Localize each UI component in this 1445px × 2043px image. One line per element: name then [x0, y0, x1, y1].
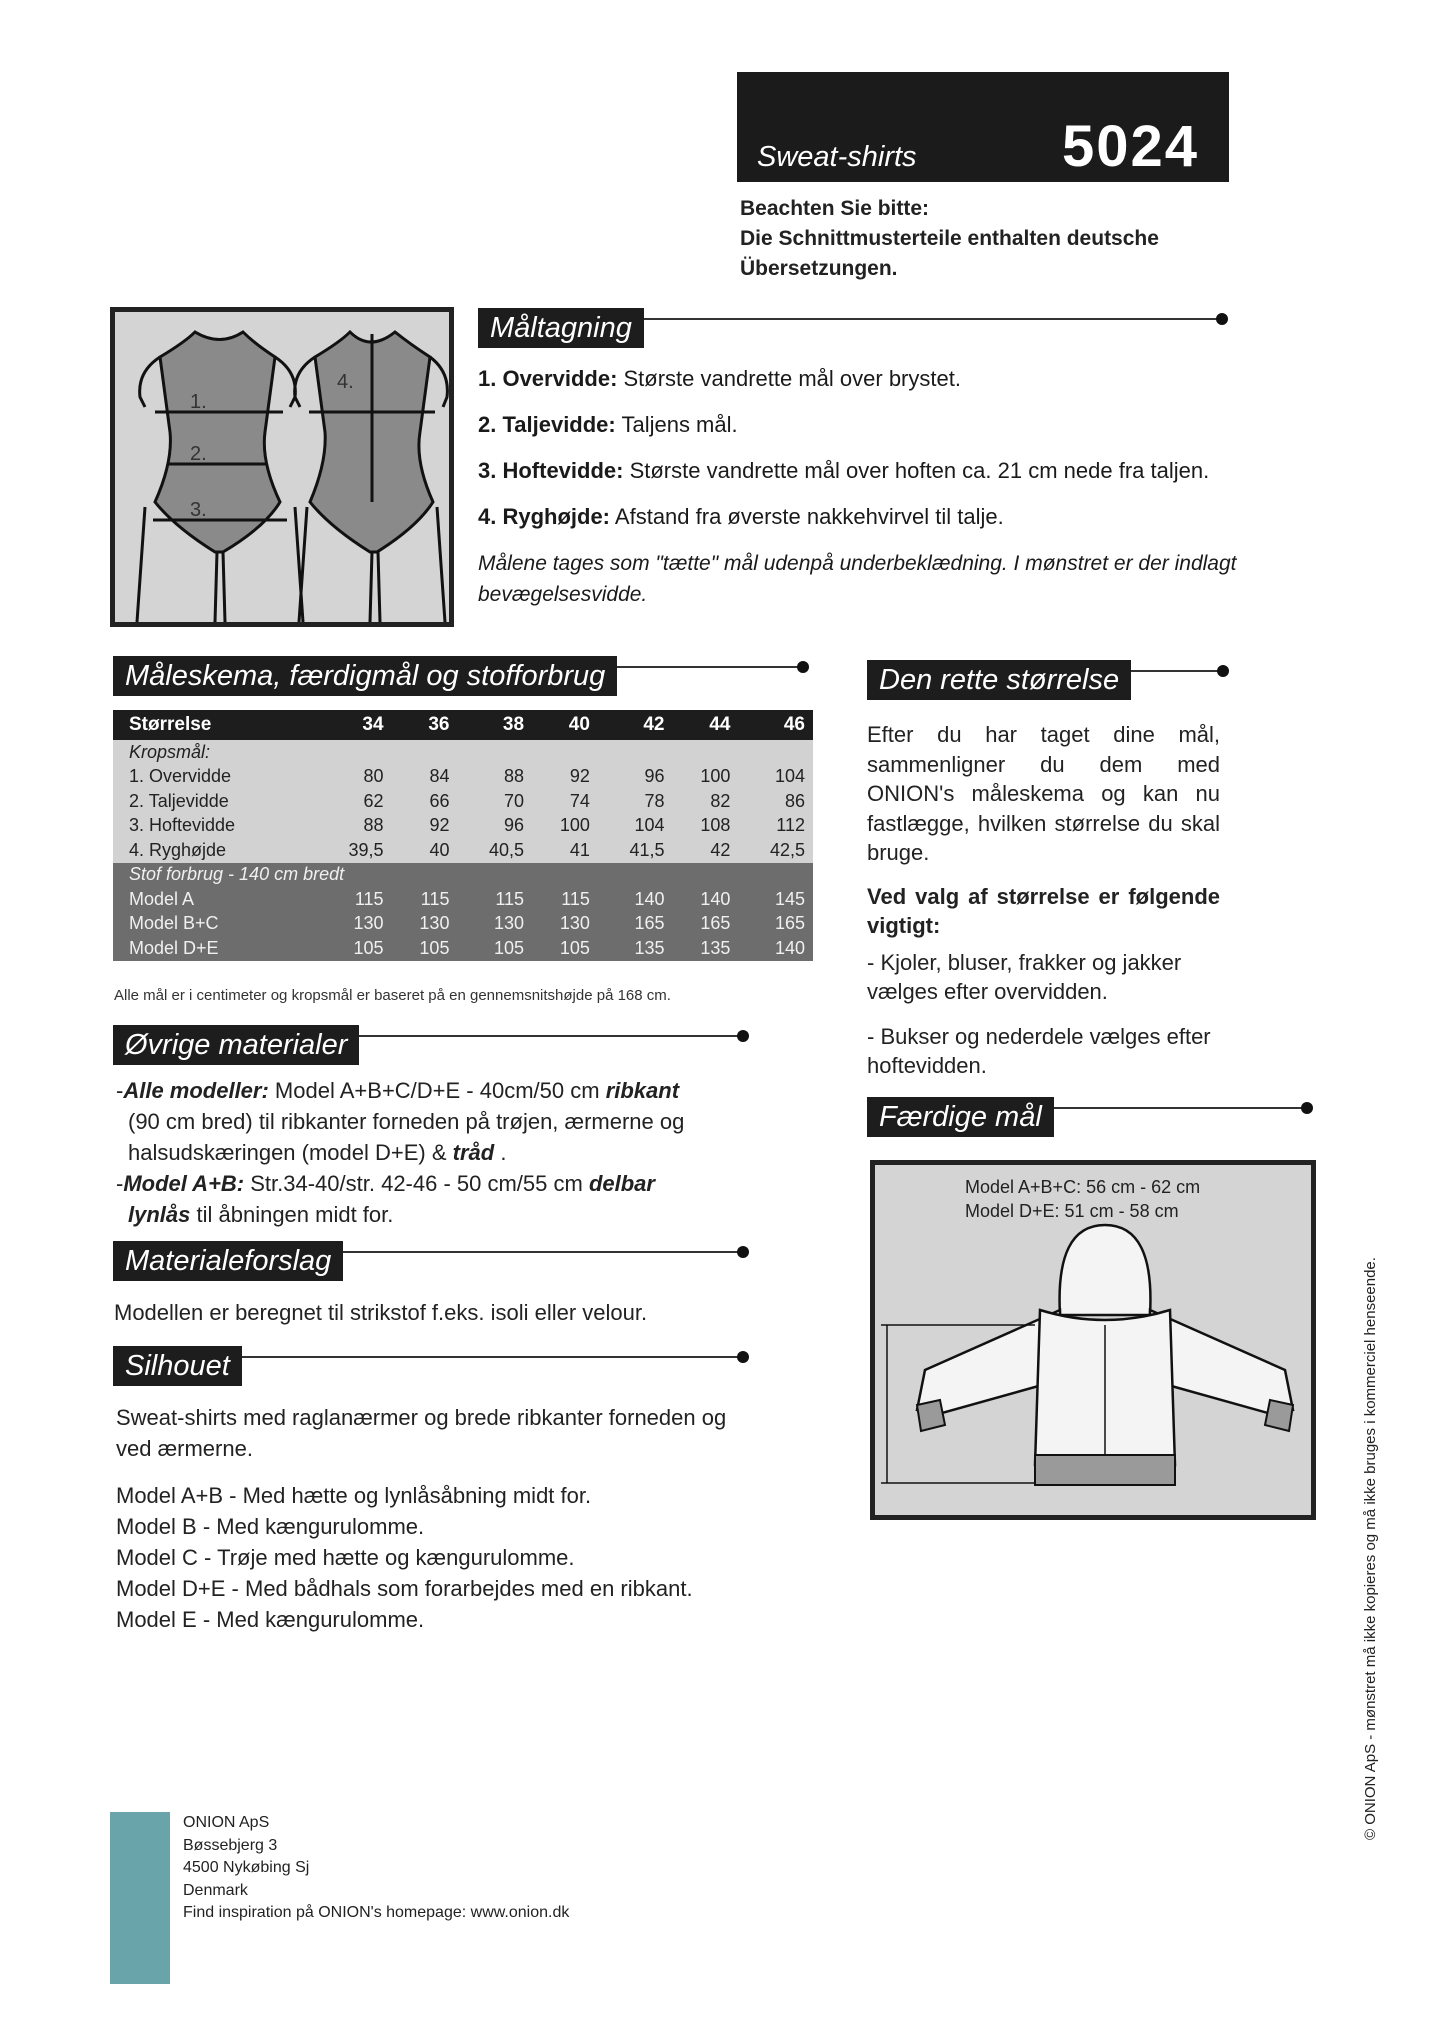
table-cell: 66 — [392, 789, 458, 814]
address-line: Denmark — [183, 1881, 248, 1899]
measure-term: 4. Ryghøjde: — [478, 504, 611, 529]
measure-item-3 — [478, 458, 1209, 484]
measure-item-1 — [478, 366, 961, 392]
table-cell: 2. Taljevidde — [113, 789, 317, 814]
address-line: Bøssebjerg 3 — [183, 1836, 278, 1854]
heading-label: Materialeforslag — [113, 1241, 343, 1281]
emphasis: Alle modeller: — [123, 1078, 269, 1103]
material-suggestion-text: Modellen er beregnet til strikstof f.eks. isoli eller velour. — [114, 1300, 648, 1325]
table-cell: 92 — [532, 765, 598, 790]
table-cell: 135 — [598, 936, 673, 961]
table-cell: 105 — [317, 936, 392, 961]
table-cell: 130 — [392, 912, 458, 937]
table-cell: 104 — [738, 765, 813, 790]
table-cell: 140 — [738, 936, 813, 961]
notice-line: Beachten Sie bitte: — [740, 197, 930, 220]
brand-color-bar — [110, 1812, 170, 1984]
pattern-header — [737, 72, 1229, 182]
bullet-dash: - — [116, 1078, 124, 1103]
table-cell: 74 — [532, 789, 598, 814]
table-cell: 36 — [392, 710, 458, 740]
materials-line-1 — [116, 1075, 679, 1106]
text: Str.34-40/str. 42-46 - 50 cm/55 cm — [244, 1171, 589, 1196]
table-cell: 41 — [532, 838, 598, 863]
rule-dot — [797, 661, 809, 673]
table-cell: 135 — [673, 936, 739, 961]
heading-rule — [617, 666, 803, 668]
table-cell: 44 — [673, 710, 739, 740]
body-measurement-figure — [110, 307, 454, 627]
model-item: Model B - Med kængurulomme. — [116, 1514, 425, 1539]
table-cell: 62 — [317, 789, 392, 814]
table-cell: 145 — [738, 887, 813, 912]
section-heading-ovrige — [113, 1025, 743, 1065]
table-cell: 108 — [673, 814, 739, 839]
measure-text: Taljens mål. — [615, 412, 738, 437]
measure-text: Største vandrette mål over brystet. — [617, 366, 961, 391]
heading-label: Den rette størrelse — [867, 660, 1131, 700]
measure-term: 1. Overvidde: — [478, 366, 618, 391]
materials-line-5 — [128, 1199, 393, 1230]
table-cell: 112 — [738, 814, 813, 839]
table-cell: 165 — [598, 912, 673, 937]
model-item: Model C - Trøje med hætte og kængurulomme. — [116, 1545, 575, 1570]
bullet-dash: - — [116, 1171, 124, 1196]
measure-label-1: 1. — [190, 391, 207, 413]
finished-measure-2: Model D+E: 51 cm - 58 cm — [965, 1201, 1179, 1221]
rule-dot — [1301, 1102, 1313, 1114]
table-cell: 40,5 — [457, 838, 532, 863]
table-cell: 42 — [598, 710, 673, 740]
section-heading-silhouet — [113, 1346, 743, 1386]
heading-rule — [644, 318, 1222, 320]
table-cell: 1. Overvidde — [113, 765, 317, 790]
table-cell: 40 — [392, 838, 458, 863]
table-cell: 100 — [673, 765, 739, 790]
table-cell: 115 — [532, 887, 598, 912]
emphasis: ribkant — [605, 1078, 680, 1103]
finished-measurements-figure — [870, 1160, 1316, 1520]
table-row — [113, 912, 813, 937]
table-cell: 70 — [457, 789, 532, 814]
table-cell: 115 — [317, 887, 392, 912]
table-cell: 39,5 — [317, 838, 392, 863]
materials-line-2: (90 cm bred) til ribkanter forneden på trøjen, ærmerne og — [128, 1109, 685, 1134]
table-cell: 130 — [457, 912, 532, 937]
model-item: Model E - Med kængurulomme. — [116, 1607, 425, 1632]
measure-term: 2. Taljevidde: — [478, 412, 616, 437]
section-heading-den-rette — [867, 660, 1223, 700]
measure-term: 3. Hoftevidde: — [478, 458, 624, 483]
german-notice — [740, 194, 1220, 284]
table-cell: 130 — [532, 912, 598, 937]
table-cell: 84 — [392, 765, 458, 790]
table-cell: 3. Hoftevidde — [113, 814, 317, 839]
model-item: Model D+E - Med bådhals som forarbejdes med en ribkant. — [116, 1576, 693, 1601]
table-cell: Model D+E — [113, 936, 317, 961]
table-cell: 140 — [673, 887, 739, 912]
rule-dot — [737, 1030, 749, 1042]
table-cell: 4. Ryghøjde — [113, 838, 317, 863]
body-figure-illustration — [115, 312, 449, 622]
table-cell: 34 — [317, 710, 392, 740]
right-size-bullet-1: - Kjoler, bluser, frakker og jakker vælges efter overvidden. — [867, 950, 1182, 1004]
notice-line: Die Schnittmusterteile enthalten deutsche — [740, 227, 1159, 250]
heading-rule — [359, 1035, 743, 1037]
heading-label: Silhouet — [113, 1346, 242, 1386]
address-line: 4500 Nykøbing Sj — [183, 1859, 310, 1876]
table-cell: 105 — [392, 936, 458, 961]
measure-label-4: 4. — [337, 371, 354, 393]
table-cell: 105 — [457, 936, 532, 961]
table-cell: 80 — [317, 765, 392, 790]
right-size-bullet-2: - Bukser og nederdele vælges efter hoftevidden. — [867, 1024, 1211, 1078]
table-row — [113, 863, 813, 888]
rule-dot — [1217, 665, 1229, 677]
table-row — [113, 838, 813, 863]
table-cell: 41,5 — [598, 838, 673, 863]
copyright-notice: © ONION ApS - mønstret må ikke kopieres og må ikke bruges i kommerciel henseende. — [1362, 1257, 1379, 1840]
hoodie-illustration — [875, 1165, 1311, 1515]
emphasis: tråd — [452, 1140, 495, 1165]
right-size-bold: Ved valg af størrelse er følgende vigtigt: — [867, 884, 1220, 938]
table-row — [113, 765, 813, 790]
pattern-number: 5024 — [1061, 114, 1199, 179]
table-cell: 86 — [738, 789, 813, 814]
heading-rule — [343, 1251, 743, 1253]
text: til åbningen midt for. — [190, 1202, 394, 1227]
table-cell: 78 — [598, 789, 673, 814]
table-cell: 115 — [392, 887, 458, 912]
heading-label: Måleskema, færdigmål og stofforbrug — [113, 656, 617, 696]
address-line: ONION ApS — [183, 1814, 270, 1831]
measure-text: Største vandrette mål over hoften ca. 21 cm nede fra taljen. — [623, 458, 1210, 483]
table-cell: 40 — [532, 710, 598, 740]
table-row — [113, 814, 813, 839]
company-address — [183, 1812, 569, 1925]
table-row — [113, 740, 813, 765]
table-cell: 140 — [598, 887, 673, 912]
table-row — [113, 789, 813, 814]
rule-dot — [737, 1246, 749, 1258]
measure-item-4 — [478, 504, 1004, 530]
model-item: Model A+B - Med hætte og lynlåsåbning midt for. — [116, 1483, 592, 1508]
heading-rule — [242, 1356, 743, 1358]
table-cell: 165 — [738, 912, 813, 937]
model-list — [116, 1480, 693, 1635]
table-cell: Størrelse — [113, 710, 317, 740]
website-line: Find inspiration på ONION's homepage: www.onion.dk — [183, 1904, 570, 1921]
table-header-row — [113, 710, 813, 740]
text: Model A+B+C/D+E - 40cm/50 cm — [268, 1078, 606, 1103]
table-cell: 46 — [738, 710, 813, 740]
table-subheading: Kropsmål: — [113, 740, 317, 765]
table-cell: 104 — [598, 814, 673, 839]
table-cell: 115 — [457, 887, 532, 912]
notice-line: Übersetzungen. — [740, 257, 898, 280]
heading-label: Måltagning — [478, 308, 644, 348]
table-cell: 88 — [317, 814, 392, 839]
table-cell: 82 — [673, 789, 739, 814]
pattern-subtitle: Sweat-shirts — [757, 141, 917, 173]
size-chart-note: Alle mål er i centimeter og kropsmål er baseret på en gennemsnitshøjde på 168 cm. — [114, 987, 671, 1004]
emphasis: delbar — [588, 1171, 655, 1196]
table-cell: 42,5 — [738, 838, 813, 863]
table-cell: 105 — [532, 936, 598, 961]
table-row — [113, 887, 813, 912]
section-heading-faerdige — [867, 1097, 1307, 1137]
text: . — [494, 1140, 507, 1165]
table-cell: 165 — [673, 912, 739, 937]
materials-line-3 — [128, 1137, 506, 1168]
table-cell: 42 — [673, 838, 739, 863]
measure-label-3: 3. — [190, 499, 207, 521]
section-heading-materialeforslag — [113, 1241, 743, 1281]
table-cell: 96 — [598, 765, 673, 790]
table-cell: 88 — [457, 765, 532, 790]
table-cell: 100 — [532, 814, 598, 839]
table-subheading: Stof forbrug - 140 cm bredt — [113, 863, 813, 888]
measure-note: Målene tages som "tætte" mål udenpå underbeklædning. I mønstret er der indlagt bevægelsesvidde. — [478, 552, 1237, 606]
silhouette-text: Sweat-shirts med raglanærmer og brede ribkanter forneden og ved ærmerne. — [116, 1405, 727, 1461]
table-cell: 38 — [457, 710, 532, 740]
heading-label: Færdige mål — [867, 1097, 1054, 1137]
materials-line-4 — [116, 1168, 655, 1199]
heading-rule — [1131, 670, 1223, 672]
table-cell: Model B+C — [113, 912, 317, 937]
right-size-text: Efter du har taget dine mål, sammenligner du dem med ONION's måleskema og kan nu fastlægge, hvilken størrelse du skal bruge. — [867, 722, 1220, 865]
measure-label-2: 2. — [190, 443, 207, 465]
rule-dot — [737, 1351, 749, 1363]
text: halsudskæringen (model D+E) & — [128, 1140, 453, 1165]
emphasis: Model A+B: — [123, 1171, 245, 1196]
heading-rule — [1054, 1107, 1307, 1109]
section-heading-maaltagning — [478, 308, 1222, 348]
table-row — [113, 936, 813, 961]
section-heading-maaleskema — [113, 656, 803, 696]
heading-label: Øvrige materialer — [113, 1025, 359, 1065]
table-cell: 130 — [317, 912, 392, 937]
measure-item-2 — [478, 412, 738, 438]
measure-text: Afstand fra øverste nakkehvirvel til talje. — [610, 504, 1004, 529]
table-cell: 92 — [392, 814, 458, 839]
table-cell: Model A — [113, 887, 317, 912]
size-chart-table — [113, 710, 813, 961]
emphasis: lynlås — [128, 1202, 191, 1227]
table-cell: 96 — [457, 814, 532, 839]
rule-dot — [1216, 313, 1228, 325]
finished-measure-1: Model A+B+C: 56 cm - 62 cm — [965, 1177, 1201, 1197]
